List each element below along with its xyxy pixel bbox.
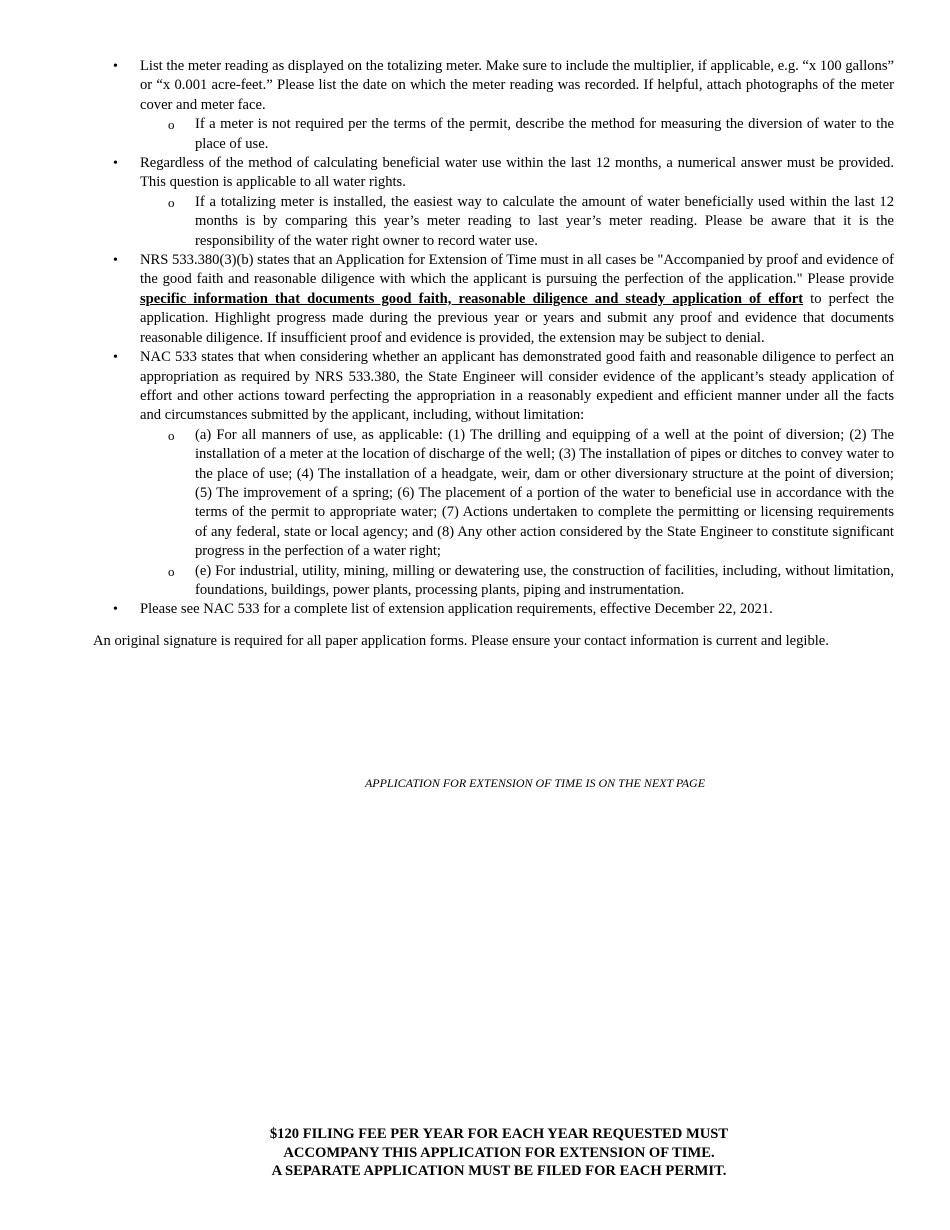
sub-bullet-glyph: o (168, 194, 175, 210)
nac-a-text: (a) For all manners of use, as applicable: (1) The drilling and equipping of a well at the point of diversion; (2) The installation of a meter at the location of discharge of the well; (3) The installation of pipes or ditches to convey water to the place of use; (4) The installation of a headgate, weir, dam or other diversionary structure at the point of diversion; (5) The improvement of a spring; (6) The placement of a portion of the water to beneficial use in accordance with the terms of the permit to appropriate water; (7) Actions undertaken to complete the permitting or licensing requirements of any federal, state or local agency; and (8) Any other action considered by the State Engineer to constitute significant progress in the perfection of a water right; (195, 426, 894, 560)
meter-reading-text: List the meter reading as displayed on the totalizing meter. Make sure to include the multiplier, if applicable, e.g. “x 100 gallons” or “x 0.001 acre-feet.” Please list the date on which the meter reading was recorded. If helpful, attach photographs of the meter cover and meter face. (140, 58, 895, 113)
list-item-nac (113, 348, 894, 600)
list-item-nrs (113, 251, 894, 348)
meter-not-required-text: If a meter is not required per the terms of the permit, describe the method for measuring the diversion of water to the place of use. (195, 116, 894, 152)
bullet-glyph: • (113, 253, 118, 269)
bullet-glyph: • (113, 59, 118, 74)
sub-list (140, 115, 894, 154)
list-item-meter-reading (113, 57, 895, 154)
bullet-glyph: • (113, 156, 118, 172)
nac-e-text: (e) For industrial, utility, mining, milling or dewatering use, the construction of facilities, including, without limitation, foundations, buildings, power plants, processing plants, piping and instrumentation. (195, 562, 894, 598)
sub-bullet-glyph: o (168, 117, 175, 133)
nrs-text-before: NRS 533.380(3)(b) states that an Application for Extension of Time must in all cases be "Accompanied by proof and evidence of the good faith and reasonable diligence with which the applicant is pursuing the perfection of the application." Please provide (140, 252, 894, 288)
sub-item-totalizing-meter (168, 193, 894, 251)
nrs-text-after: to perfect the application. Highlight progress made during the previous year or years and submit any proof and evidence that documents reasonable diligence. If insufficient proof and evidence is provided, the extension may be subject to denial. (140, 290, 894, 346)
next-page-note: APPLICATION FOR EXTENSION OF TIME IS ON THE NEXT PAGE (364, 776, 706, 790)
nac-text: NAC 533 states that when considering whether an applicant has demonstrated good faith and reasonable diligence to perfect an appropriation as required by NRS 533.380, the State Engineer will consider evidence of the applicant’s steady application of effort and other actions toward perfecting the appropriation in a reasonably expedient and efficient manner under all the facts and circumstances submitted by the applicant, including, without limitation: (140, 349, 894, 424)
instruction-list (113, 57, 895, 620)
list-item-see-nac (113, 600, 894, 619)
see-nac-text: Please see NAC 533 for a complete list of extension application requirements, effective December 22, 2021. (140, 601, 773, 618)
sub-item-meter-not-required (168, 115, 894, 154)
bullet-glyph: • (113, 602, 118, 618)
bullet-glyph: • (113, 350, 118, 366)
sub-item-nac-e (168, 562, 894, 601)
beneficial-use-text: Regardless of the method of calculating beneficial water use within the last 12 months, a numerical answer must be provided. This question is applicable to all water rights. (140, 155, 894, 191)
fee-notice-line-1: $120 FILING FEE PER YEAR FOR EACH YEAR REQUESTED MUST (269, 1126, 729, 1142)
sub-item-nac-a (168, 426, 894, 562)
fee-notice (0, 1125, 950, 1181)
nrs-emphasis: specific information that documents good faith, reasonable diligence and steady application of effort (140, 290, 804, 307)
signature-note: An original signature is required for all paper application forms. Please ensure your contact information is current and legible. (93, 633, 829, 649)
sub-bullet-glyph: o (168, 427, 175, 443)
sub-list (140, 193, 894, 251)
sub-bullet-glyph: o (168, 563, 175, 579)
totalizing-meter-text: If a totalizing meter is installed, the easiest way to calculate the amount of water beneficially used within the last 12 months is by comparing this year’s meter reading to last year’s meter reading. Please be aware that it is the responsibility of the water right owner to record water use. (195, 193, 894, 249)
fee-notice-line-3: A SEPARATE APPLICATION MUST BE FILED FOR EACH PERMIT. (271, 1163, 727, 1179)
list-item-beneficial-use (113, 154, 894, 251)
fee-notice-line-2: ACCOMPANY THIS APPLICATION FOR EXTENSION OF TIME. (283, 1144, 715, 1161)
sub-list (140, 426, 894, 601)
